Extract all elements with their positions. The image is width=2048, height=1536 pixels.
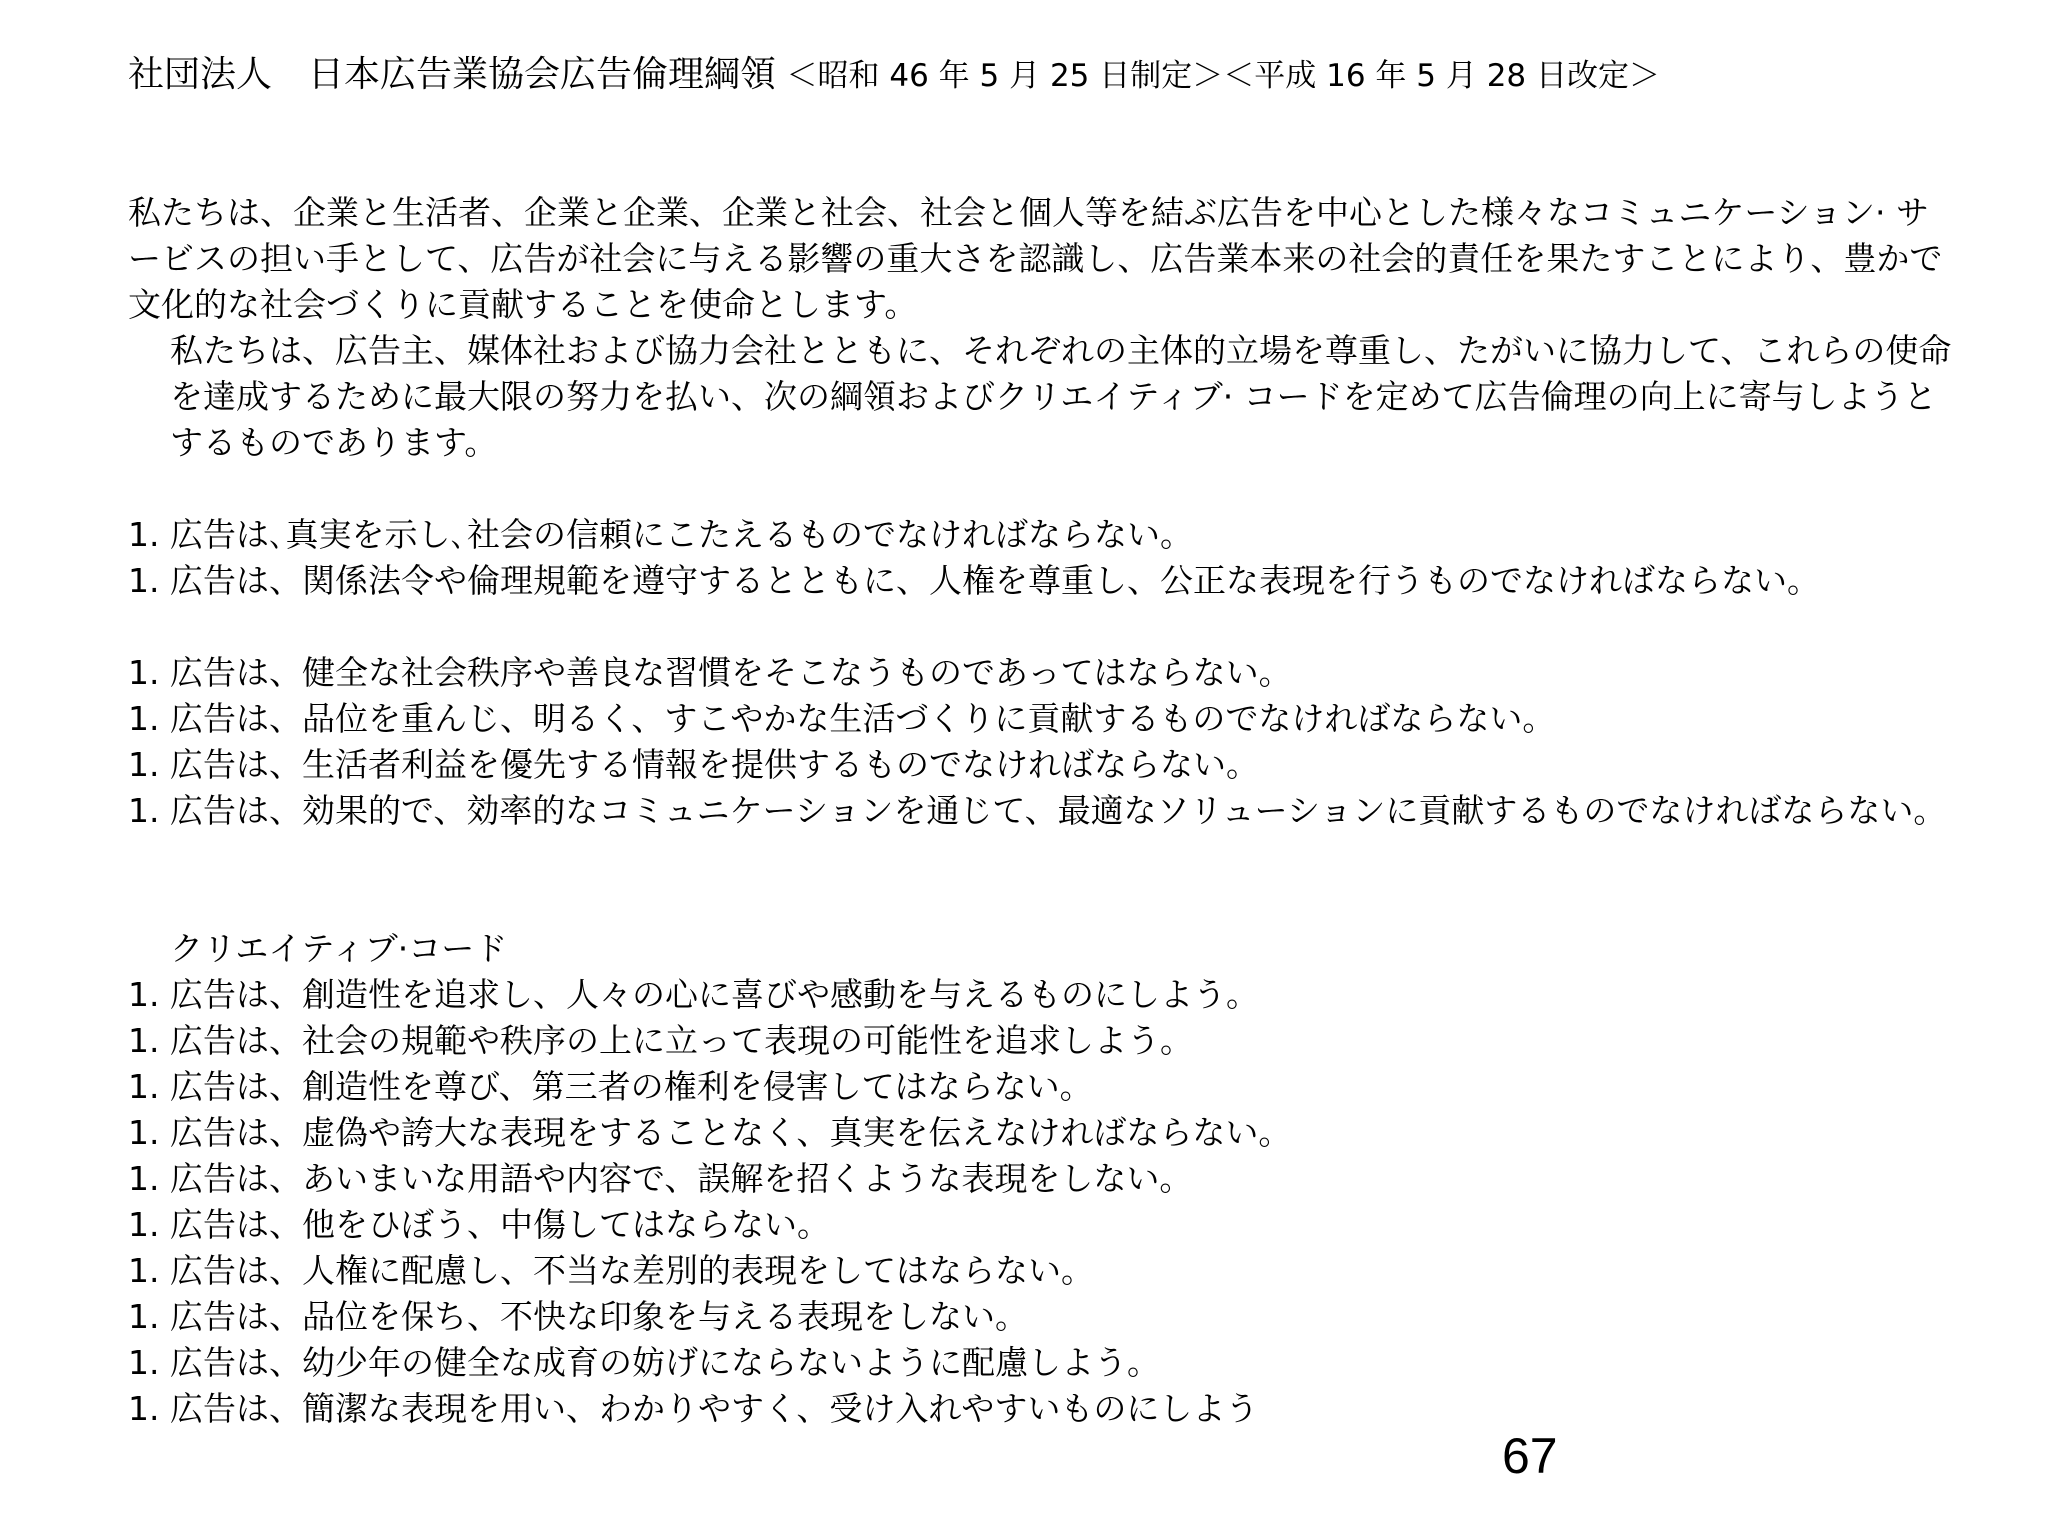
- principle-item: 1. 広告は、関係法令や倫理規範を遵守するとともに、人権を尊重し、公正な表現を行うものでなければならない。: [128, 561, 1820, 600]
- principle-item: 1. 広告は、健全な社会秩序や善良な習慣をそこなうものであってはならない。: [128, 653, 1292, 692]
- creative-code-item: 1. 広告は、人権に配慮し、不当な差別的表現をしてはならない。: [128, 1251, 1094, 1290]
- spacer: [128, 880, 1958, 926]
- intro-paragraph-2: 私たちは、広告主、媒体社および協力会社とともに、それぞれの主体的立場を尊重し、たがいに協力して、これらの使命を達成するために最大限の努力を払い、次の綱領およびクリエイティブ· コードを定めて広告倫理の向上に寄与しようとするものであります。: [170, 331, 1952, 462]
- creative-code-item: 1. 広告は、創造性を追求し、人々の心に喜びや感動を与えるものにしよう。: [128, 975, 1259, 1014]
- document-title: 社団法人 日本広告業協会広告倫理綱領: [128, 54, 777, 95]
- creative-code-item: 1. 広告は、他をひぼう、中傷してはならない。: [128, 1205, 830, 1244]
- page-number: 67: [1502, 1428, 1558, 1484]
- principle-item: 1. 広告は、品位を重んじ、明るく、すこやかな生活づくりに貢献するものでなければならない。: [128, 699, 1556, 738]
- creative-code-item: 1. 広告は、品位を保ち、不快な印象を与える表現をしない。: [128, 1297, 1028, 1336]
- document-dates: ＜昭和 46 年 5 月 25 日制定＞＜平成 16 年 5 月 28 日改定＞: [786, 58, 1660, 94]
- document-page: [128, 52, 1958, 1432]
- creative-code-item: 1. 広告は、簡潔な表現を用い、わかりやすく、受け入れやすいものにしよう: [128, 1389, 1259, 1428]
- spacer: [128, 144, 1958, 190]
- principles-list: [128, 512, 1958, 880]
- creative-code-heading: クリエイティブ·コード: [170, 929, 508, 968]
- principle-item: 1. 広告は、生活者利益を優先する情報を提供するものでなければならない。: [128, 745, 1259, 784]
- creative-code-item: 1. 広告は、創造性を尊び、第三者の権利を侵害してはならない。: [128, 1067, 1093, 1106]
- principle-item: 1. 広告は､真実を示し､社会の信頼にこたえるものでなければならない。: [128, 515, 1193, 554]
- intro-paragraph-1: 私たちは、企業と生活者、企業と企業、企業と社会、社会と個人等を結ぶ広告を中心とした様々なコミュニケーション· サービスの担い手として、広告が社会に与える影響の重大さを認識し、広告業本来の社会的責任を果たすことにより、豊かで文化的な社会づくりに貢献することを使命とします。: [128, 193, 1943, 324]
- creative-code-item: 1. 広告は、幼少年の健全な成育の妨げにならないように配慮しよう。: [128, 1343, 1160, 1382]
- spacer: [128, 466, 1958, 512]
- creative-code-item: 1. 広告は、社会の規範や秩序の上に立って表現の可能性を追求しよう。: [128, 1021, 1193, 1060]
- document-header: [128, 52, 1958, 144]
- principle-item: 1. 広告は、効果的で、効率的なコミュニケーションを通じて、最適なソリューションに貢献するものでなければならない。: [128, 791, 1947, 830]
- creative-code-section: [128, 926, 1958, 1432]
- creative-code-item: 1. 広告は、あいまいな用語や内容で、誤解を招くような表現をしない。: [128, 1159, 1193, 1198]
- creative-code-item: 1. 広告は、虚偽や誇大な表現をすることなく、真実を伝えなければならない。: [128, 1113, 1292, 1152]
